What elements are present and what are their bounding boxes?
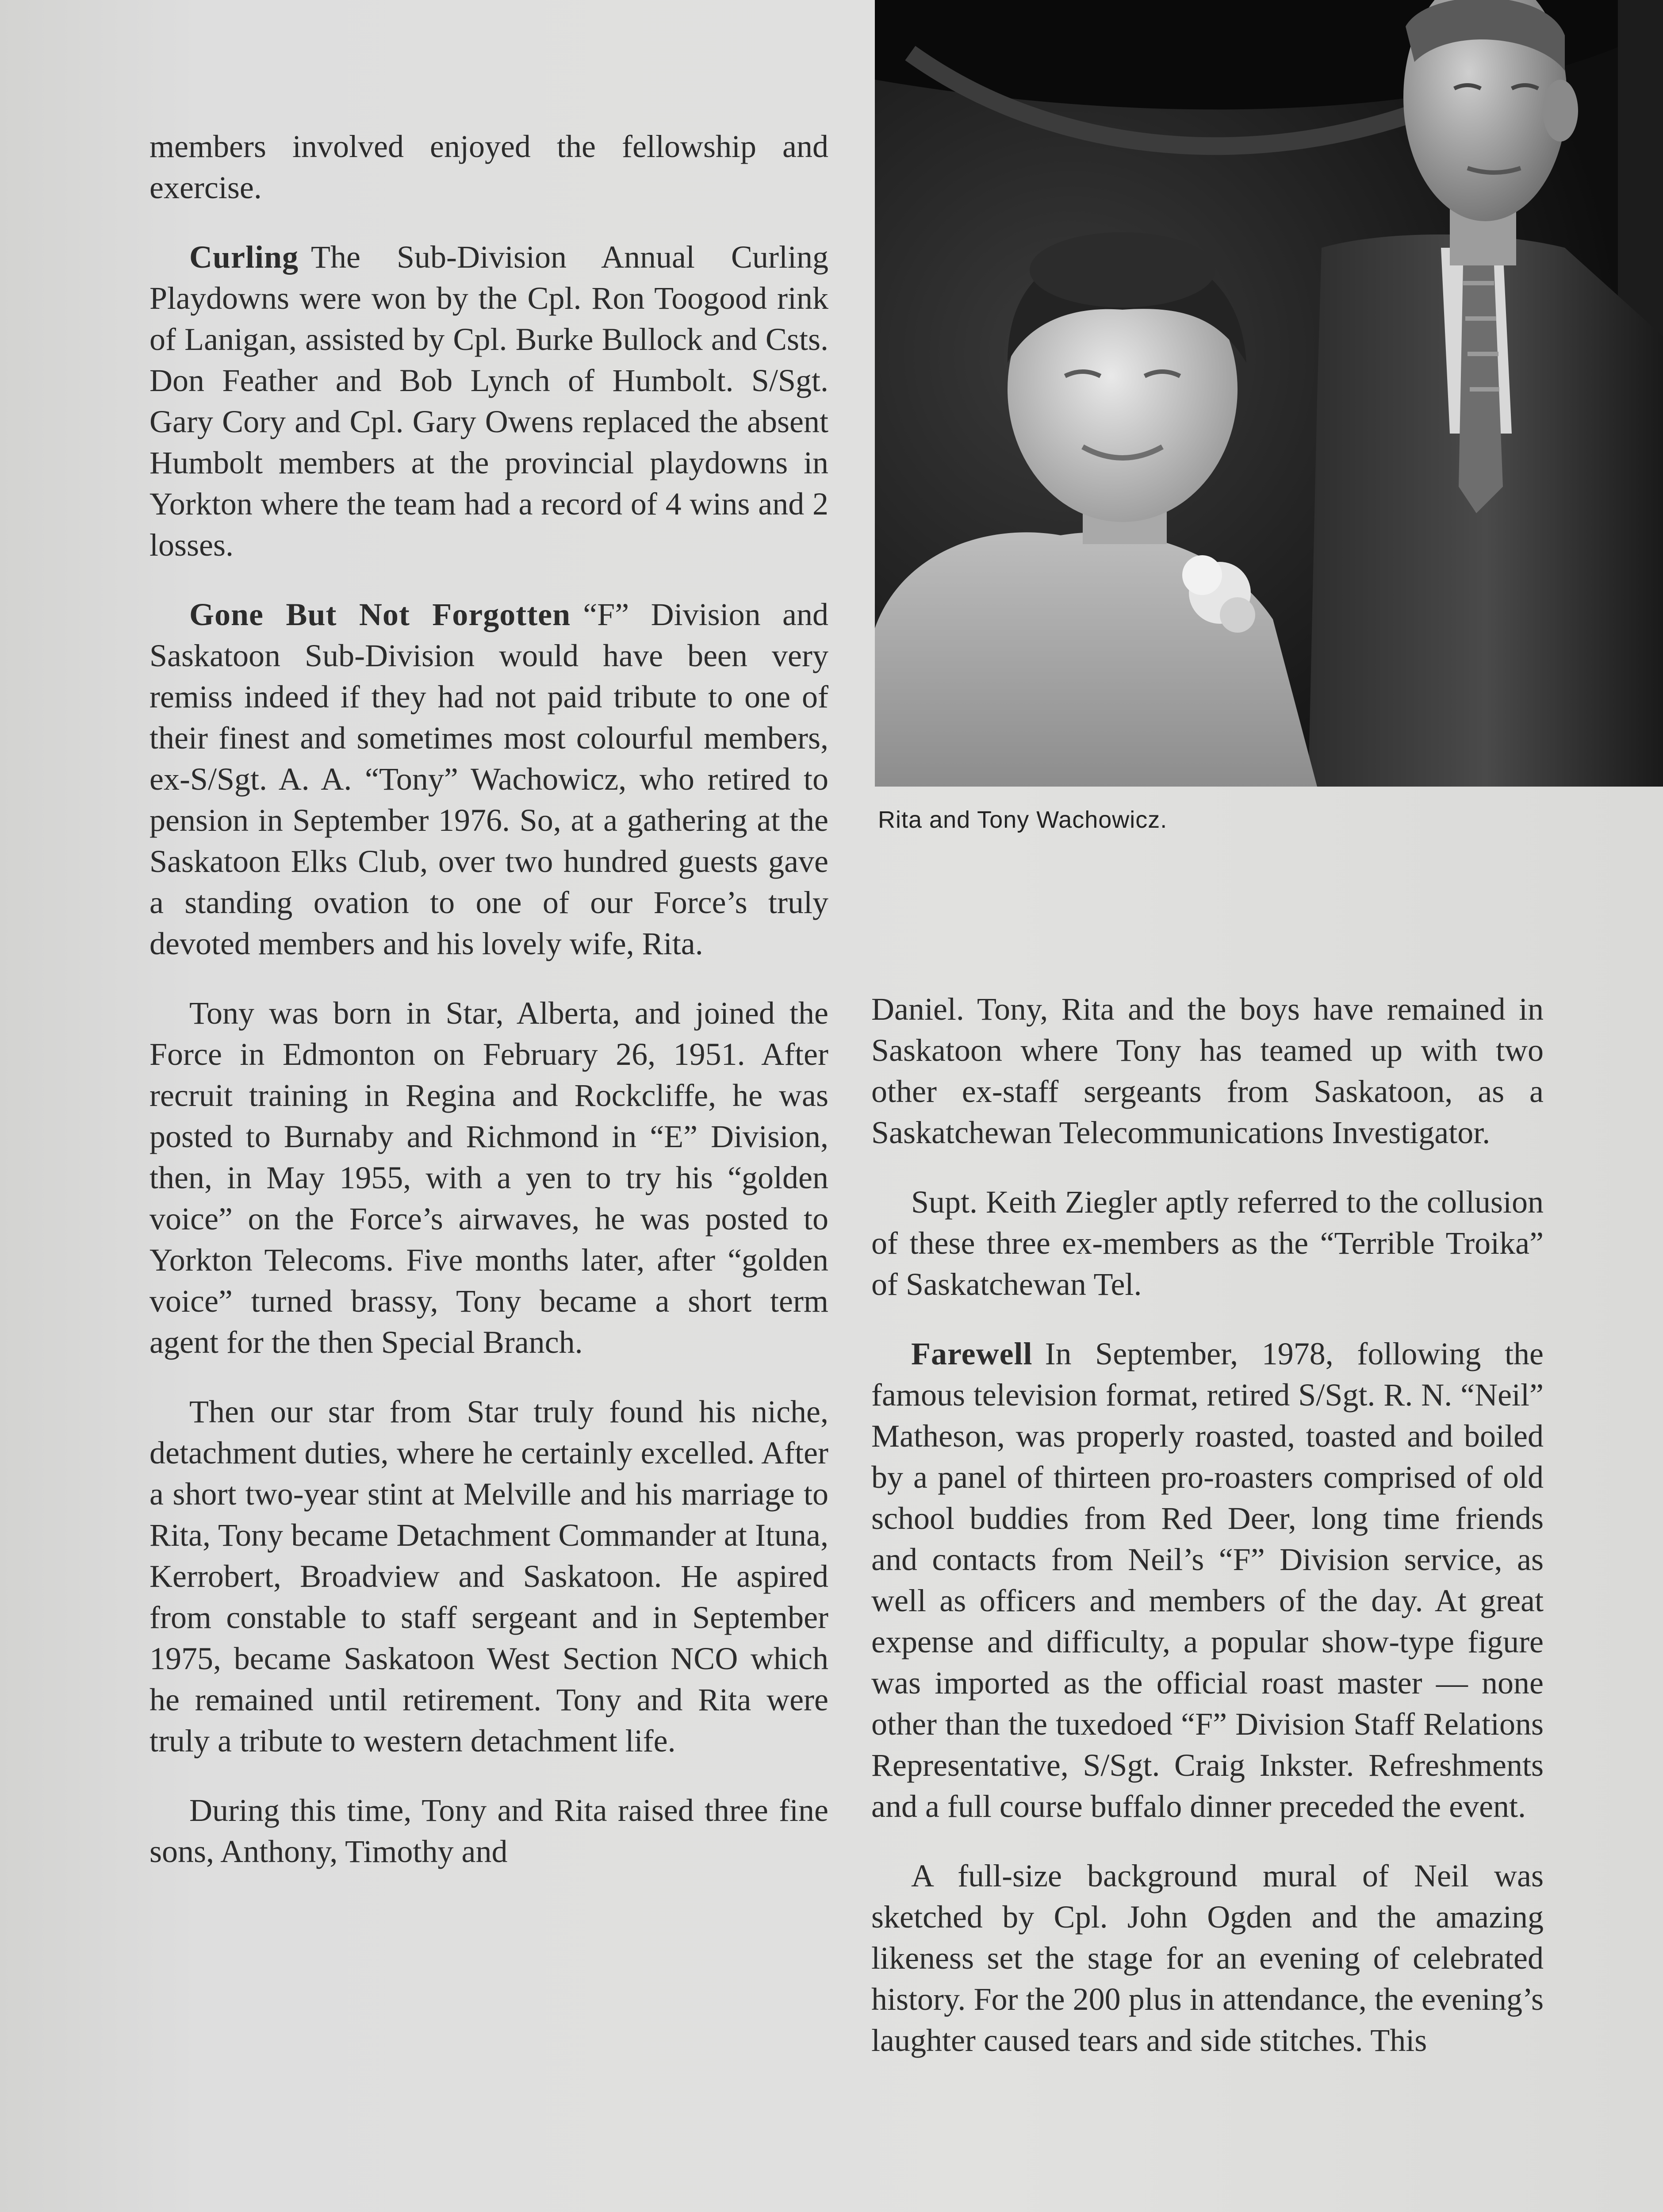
- paragraph-daniel: Daniel. Tony, Rita and the boys have remained in Saskatoon where Tony has teamed up with two other ex-staff sergeants from Saskatoon, as a Saskatchewan Telecommunications Investigator.: [871, 991, 1544, 1150]
- heading-gone-but-not-forgotten: Gone But Not Forgotten: [189, 597, 571, 632]
- gone-but-not-forgotten-text: “F” Division and Saskatoon Sub-Division would have been very remiss indeed if they had not paid tribute to one of their finest and sometimes most colourful members, ex-S/Sgt. A. A. “Tony” Wachowicz, who retired to pension in September 1976. So, at a gathering at the Saskatoon Elks Club, over two hundred guests gave a standing ovation to one of our Force’s truly devoted members and his lovely wife, Rita.: [149, 597, 828, 961]
- paragraph-curling: [149, 237, 828, 566]
- heading-farewell: Farewell: [911, 1336, 1033, 1371]
- curling-text: The Sub-Division Annual Curling Playdowns were won by the Cpl. Ron Toogood rink of Lanigan, assisted by Cpl. Burke Bullock and Csts. Don Feather and Bob Lynch of Humbolt. S/Sgt. Gary Cory and Cpl. Gary Owens replaced the absent Humbolt members at the provincial playdowns in Yorkton where the team had a record of 4 wins and 2 losses.: [149, 239, 828, 563]
- heading-curling: Curling: [189, 239, 299, 275]
- paragraph-fellowship: members involved enjoyed the fellowship and exercise.: [149, 129, 828, 205]
- right-column: [871, 989, 1544, 2089]
- paragraph-star-from-star: Then our star from Star truly found his niche, detachment duties, where he certainly excelled. After a short two-year stint at Melville and his marriage to Rita, Tony became Detachment Commander at Ituna, Kerrobert, Broadview and Saskatoon. He aspired from constable to staff sergeant and in September 1975, became Saskatoon West Section NCO which he remained until retirement. Tony and Rita were truly a tribute to western detachment life.: [149, 1394, 828, 1759]
- paragraph-mural: A full-size background mural of Neil was sketched by Cpl. John Ogden and the amazing likeness set the stage for an evening of celebrated history. For the 200 plus in attendance, the evening’s laughter caused tears and side stitches. This: [871, 1858, 1544, 2058]
- paragraph-three-sons: During this time, Tony and Rita raised three fine sons, Anthony, Timothy and: [149, 1793, 828, 1869]
- paragraph-tony-born: Tony was born in Star, Alberta, and joined the Force in Edmonton on February 26, 1951. After recruit training in Regina and Rockcliffe, he was posted to Burnaby and Richmond in “E” Division, then, in May 1955, with a yen to try his “golden voice” on the Force’s airwaves, he was posted to Yorkton Telecoms. Five months later, after “golden voice” turned brassy, Tony became a short term agent for the then Special Branch.: [149, 995, 828, 1360]
- paragraph-farewell: [871, 1333, 1544, 1827]
- photo-rita-and-tony: [875, 0, 1663, 787]
- left-column: [149, 126, 828, 1901]
- farewell-text: In September, 1978, following the famous television format, retired S/Sgt. R. N. “Neil” Matheson, was properly roasted, toasted and boiled by a panel of thirteen pro-roasters comprised of old school buddies from Red Deer, long time friends and contacts from Neil’s “F” Division service, as well as officers and members of the day. At great expense and difficulty, a popular show-type figure was imported as the official roast master — none other than the tuxedoed “F” Division Staff Relations Representative, S/Sgt. Craig Inkster. Refreshments and a full course buffalo dinner preceded the event.: [871, 1336, 1544, 1824]
- photo-illustration: [875, 0, 1663, 787]
- paragraph-terrible-troika: Supt. Keith Ziegler aptly referred to the collusion of these three ex-members as the “Terrible Troika” of Saskatchewan Tel.: [871, 1184, 1544, 1302]
- paragraph-gone-but-not-forgotten: [149, 594, 828, 964]
- photo-caption: Rita and Tony Wachowicz.: [878, 806, 1168, 833]
